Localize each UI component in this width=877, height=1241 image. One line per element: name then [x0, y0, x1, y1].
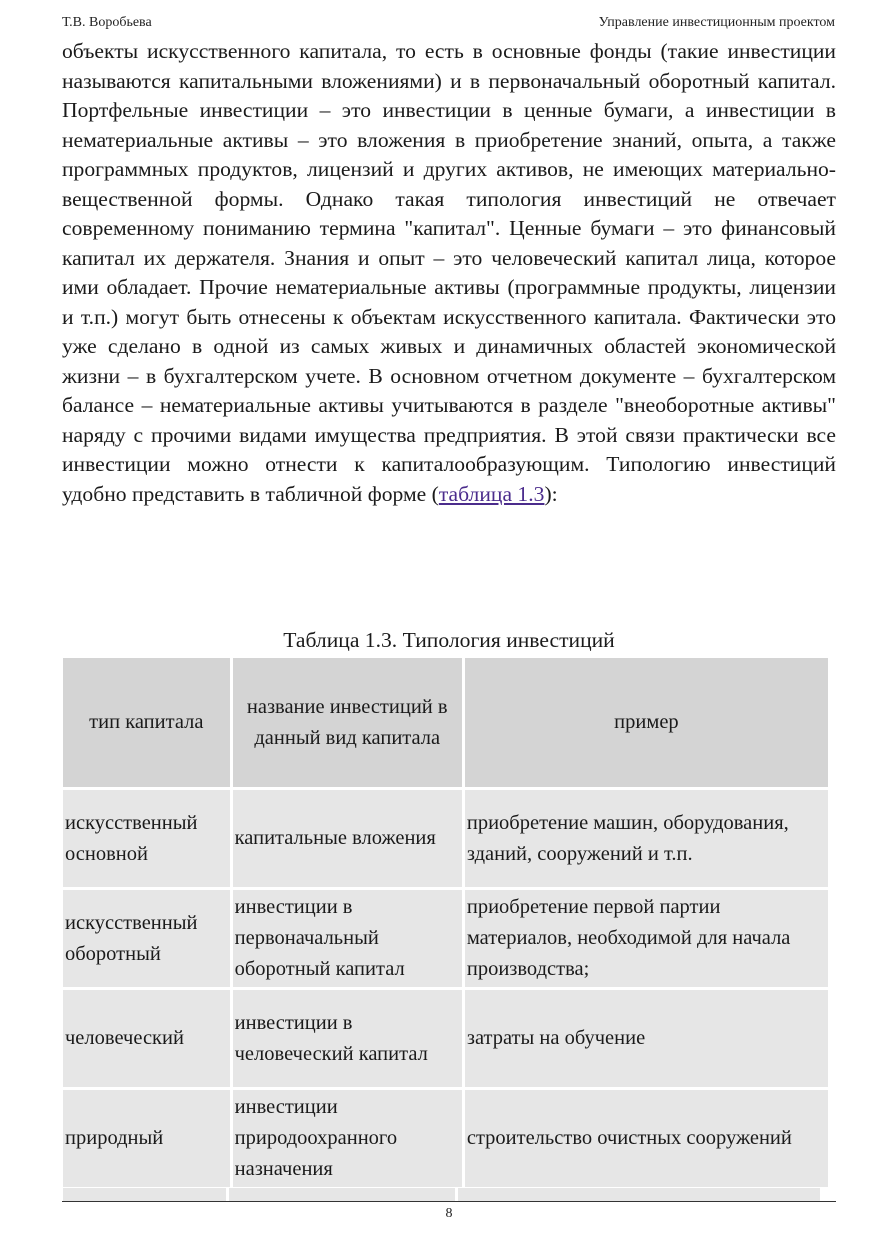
- cell-capital-type: искусственный основной: [63, 790, 230, 887]
- cell-investment-name: капитальные вложения: [233, 790, 462, 887]
- cell-investment-name: инвестиции природоохранного назначения: [233, 1090, 462, 1187]
- cell-example: приобретение машин, оборудования, зданий, сооружений и т.п.: [465, 790, 828, 887]
- header-investment-name: название инвестиций в данный вид капитала: [233, 658, 462, 787]
- cell-example: строительство очистных сооружений: [465, 1090, 828, 1187]
- table-row: [63, 890, 828, 987]
- table-reference-link[interactable]: таблица 1.3: [438, 481, 545, 506]
- cell-example: приобретение первой партии материалов, необходимой для начала производства;: [465, 890, 828, 987]
- continuation-cell: [229, 1188, 455, 1201]
- table-continuation: [63, 1188, 834, 1201]
- header-author: Т.В. Воробьева: [62, 15, 152, 30]
- paragraph-end: ):: [544, 481, 558, 506]
- table-header-row: [63, 658, 828, 787]
- header-example: пример: [465, 658, 828, 787]
- paragraph-text: объекты искусственного капитала, то есть в основные фонды (такие инвестиции называются капитальными вложениями) и в первоначальный оборотный капитал. Портфельные инвестиции – это инвестиции в ценные бумаги, а инвестиции в нематериальные активы – это вложения в приобретение знаний, опыта, а также программных продуктов, лицензий и других активов, не имеющих материально-вещественной формы. Однако такая типология инвестиций не отвечает современному пониманию термина "капитал". Ценные бумаги – это финансовый капитал их держателя. Знания и опыт – это человеческий капитал лица, которое ими обладает. Прочие нематериальные активы (программные продукты, лицензии и т.п.) могут быть отнесены к объектам искусственного капитала. Фактически это уже сделано в одной из самых живых и динамичных областей экономической жизни – в бухгалтерском учете. В основном отчетном документе – бухгалтерском балансе – нематериальные активы учитываются в разделе "внеоборотные активы" наряду с прочими видами имущества предприятия. В этой связи практически все инвестиции можно отнести к капиталообразующим. Типологию инвестиций удобно представить в табличной форме (: [62, 39, 836, 506]
- page-header: [62, 15, 835, 35]
- continuation-cell: [63, 1188, 226, 1201]
- cell-investment-name: инвестиции в первоначальный оборотный капитал: [233, 890, 462, 987]
- cell-capital-type: природный: [63, 1090, 230, 1187]
- footer-divider: [62, 1201, 836, 1202]
- cell-capital-type: человеческий: [63, 990, 230, 1087]
- header-capital-type: тип капитала: [63, 658, 230, 787]
- table-row: [63, 1090, 828, 1187]
- cell-investment-name: инвестиции в человеческий капитал: [233, 990, 462, 1087]
- body-paragraph: [62, 37, 836, 509]
- header-course-title: Управление инвестиционным проектом: [598, 15, 835, 30]
- table-row: [63, 990, 828, 1087]
- continuation-cell: [458, 1188, 820, 1201]
- typology-table: [60, 655, 831, 1190]
- cell-capital-type: искусственный оборотный: [63, 890, 230, 987]
- page-number: 8: [445, 1206, 453, 1221]
- cell-example: затраты на обучение: [465, 990, 828, 1087]
- table-caption: Таблица 1.3. Типология инвестиций: [283, 628, 615, 652]
- table-row: [63, 790, 828, 887]
